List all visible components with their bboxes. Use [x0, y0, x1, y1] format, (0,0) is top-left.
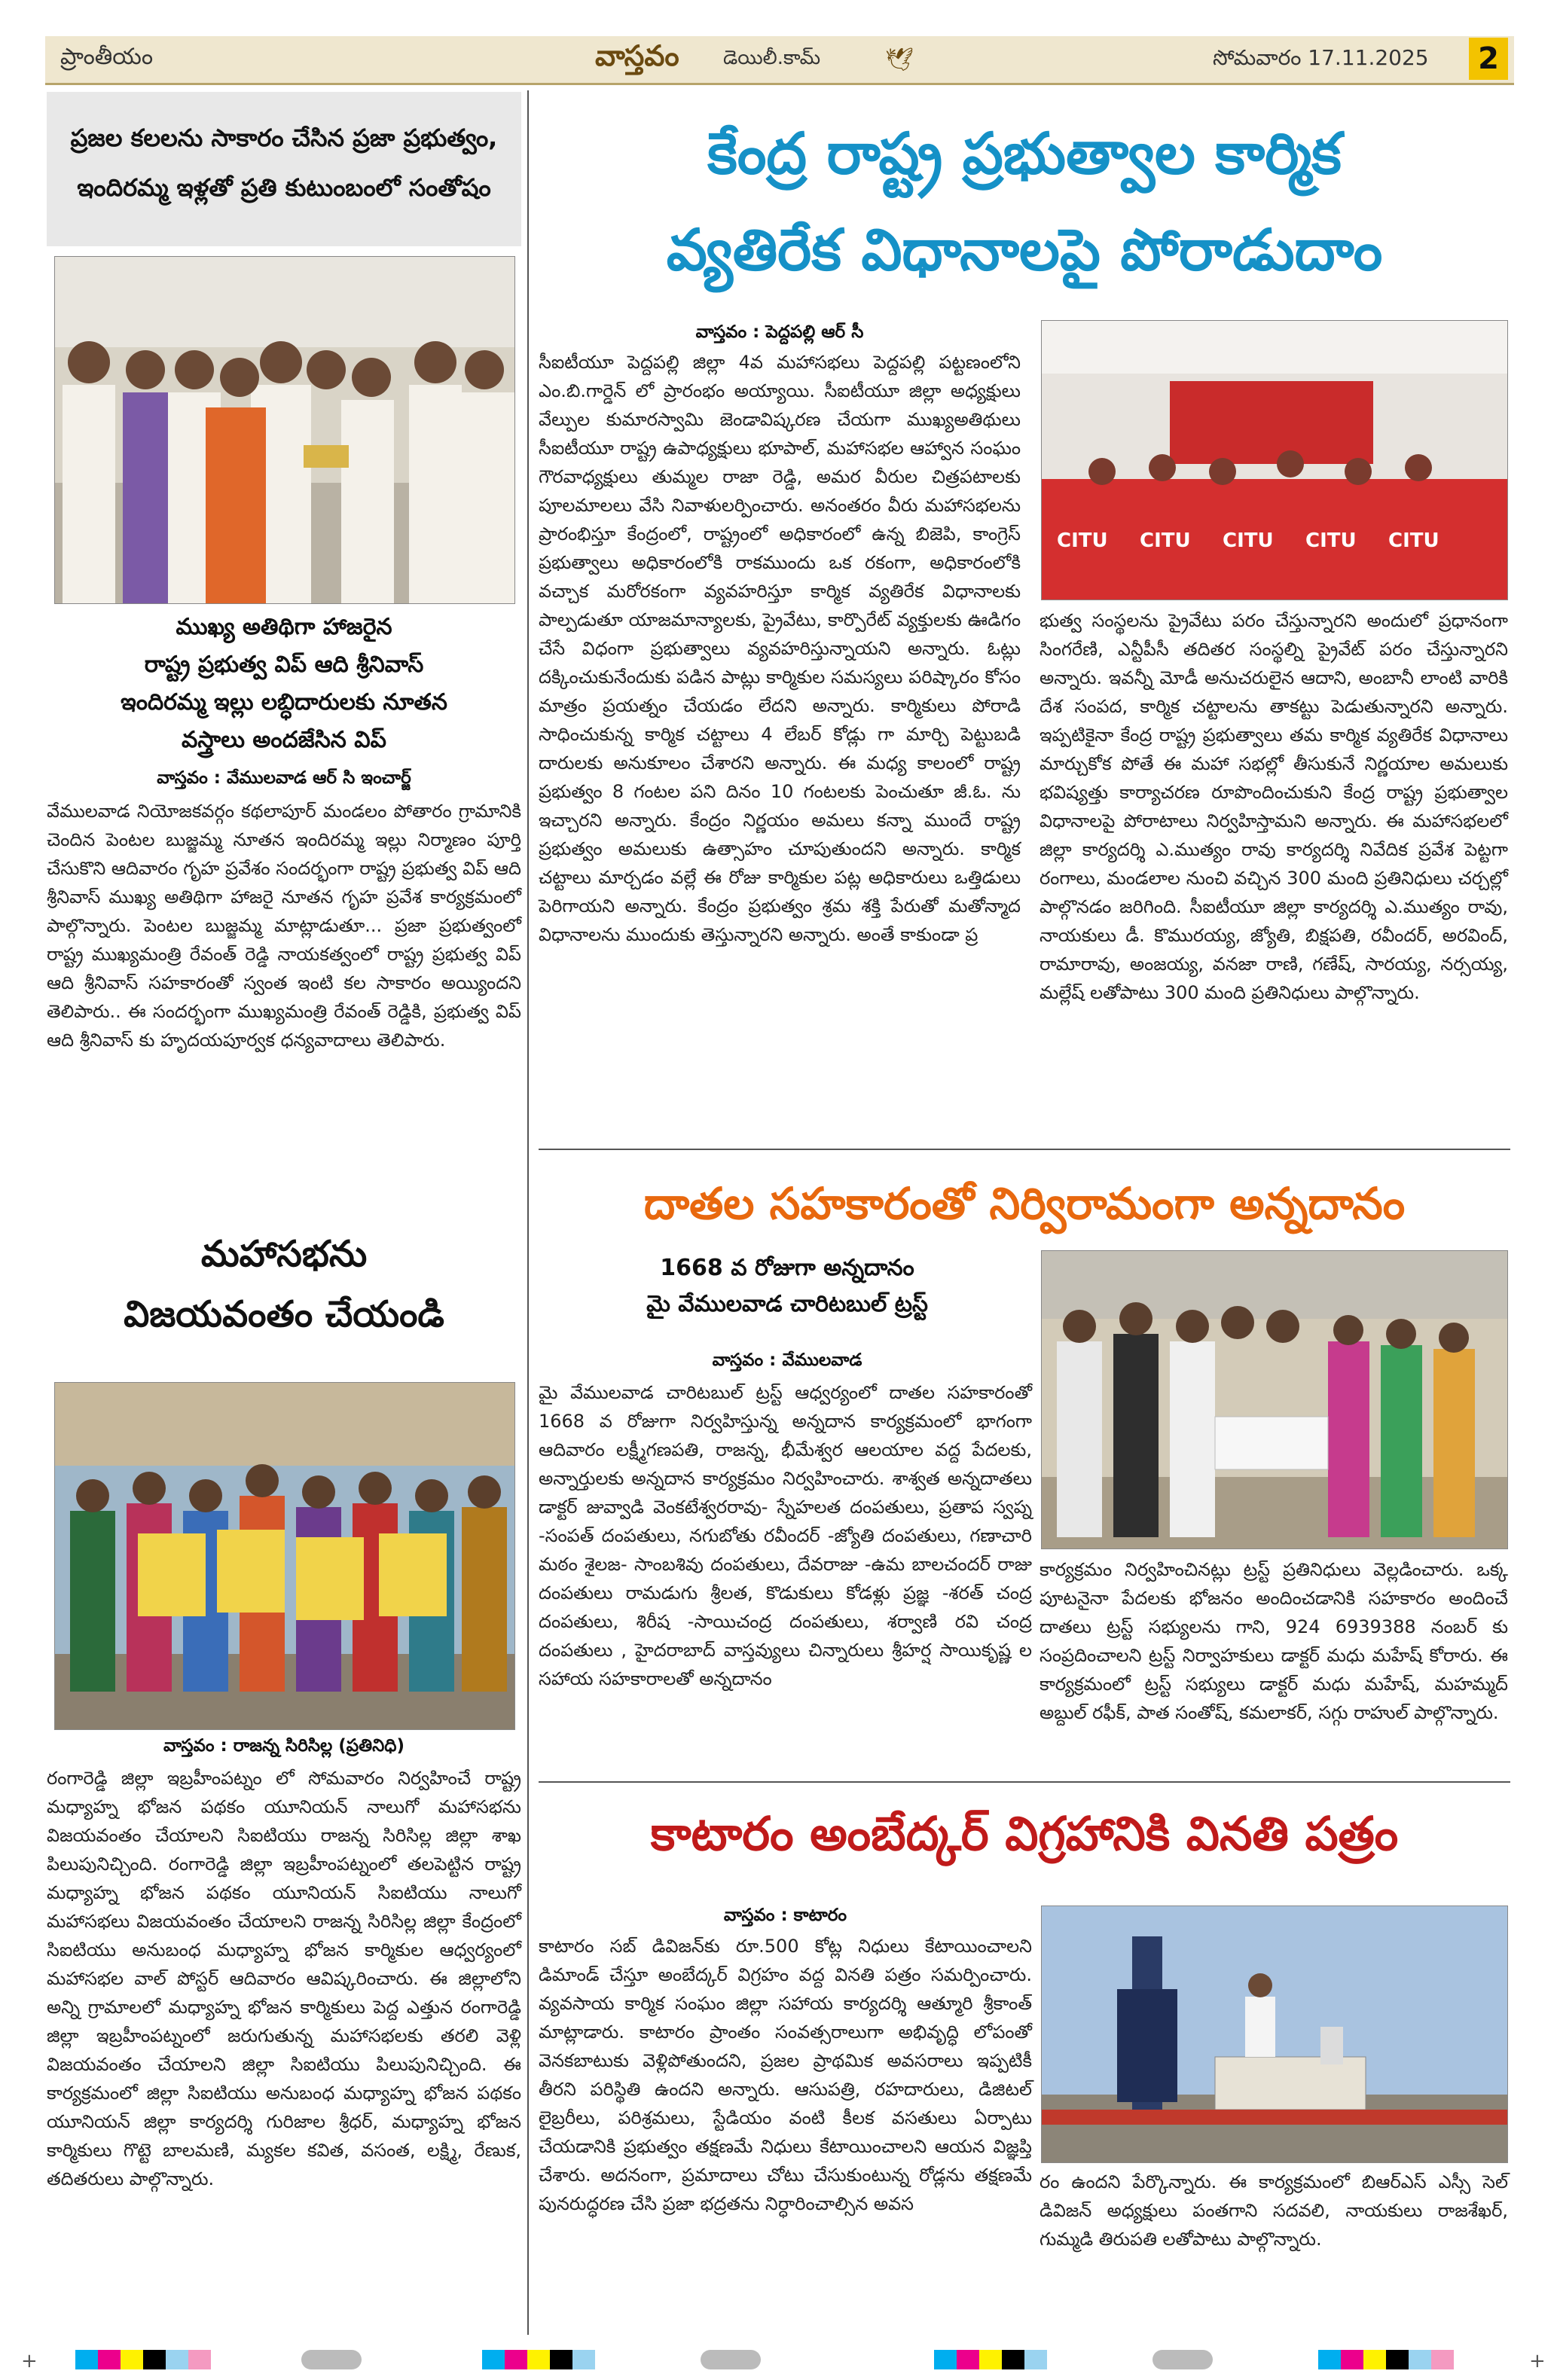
banner-label: CITU	[1223, 529, 1274, 552]
issue-date: సోమవారం 17.11.2025	[1213, 45, 1429, 70]
banner-label: CITU	[1305, 529, 1357, 552]
story-body-column-2: కార్యక్రమం నిర్వహించినట్లు ట్రస్ట్ ప్రతినిధులు వెల్లడించారు. ఒక్క పూటనైనా పేదలకు భోజనం అందించడానికి సహకారం అందించే దాతలు ట్రస్ట్ సభ్యులను గాని, 924 6939388 నంబర్ కు సంప్రదించాలని ట్రస్ట్ నిర్వాహకులు డాక్టర్ మధు మహేష్ కోరారు. ఈ కార్యక్రమంలో ట్రస్ట్ సభ్యులు డాక్టర్ మధు మహేష్, మహమ్మద్ అబ్దుల్ రఫీక్, పాత సంతోష్, కమలాకర్, సగ్గు రాహుల్ పాల్గొన్నారు.	[1040, 1559, 1508, 1723]
subhead-line: ఇందిరమ్మ ఇల్లు లబ్ధిదారులకు నూతన	[121, 689, 447, 716]
banner-label: CITU	[1057, 529, 1108, 552]
news-photo-ambedkar-statue	[1041, 1906, 1508, 2163]
news-photo-citu-meeting	[1041, 320, 1508, 600]
headline-line: ఇందిరమ్మ ఇళ్లతో ప్రతి కుటుంబంలో సంతోషం	[77, 173, 491, 202]
dateline: వాస్తవం : వేములవాడ	[712, 1350, 862, 1370]
story-headline: దాతల సహకారంతో నిర్విరామంగా అన్నదానం	[643, 1178, 1406, 1229]
bird-icon: 🕊	[885, 47, 914, 73]
subhead-line: 1668 వ రోజుగా అన్నదానం	[660, 1255, 914, 1281]
banner-label: CITU	[1388, 529, 1439, 552]
story-headline: కాటారం అంబేద్కర్ విగ్రహానికి వినతి పత్రం	[650, 1806, 1399, 1861]
housewarming-photo-icon	[55, 257, 514, 603]
subhead-line: రాష్ట్ర ప్రభుత్వ విప్ ఆది శ్రీనివాస్	[144, 651, 424, 678]
registration-mark-icon: +	[21, 2350, 38, 2372]
headline-line: విజయవంతం చేయండి	[124, 1293, 444, 1335]
logo-suffix: డెయిలీ.కామ్	[723, 47, 821, 69]
left-headline-box	[47, 92, 521, 246]
dateline: వాస్తవం : కాటారం	[723, 1906, 847, 1925]
banner-label: CITU	[1140, 529, 1191, 552]
ambedkar-statue-photo-icon	[1042, 1906, 1507, 2162]
story-headline	[47, 1224, 521, 1344]
dateline: వాస్తవం : వేములవాడ ఆర్ సి ఇంచార్జ్	[157, 768, 411, 788]
dateline: వాస్తవం : పెద్దపల్లి ఆర్ సీ	[695, 322, 864, 342]
poster-release-photo-icon	[55, 1383, 514, 1729]
story-body-column-1: సీఐటీయూ పెద్దపల్లి జిల్లా 4వ మహాసభలు పెద్దపల్లి పట్టణంలోని ఎం.బి.గార్డెన్ లో ప్రారంభం అయ్యాయి. సీఐటీయూ జిల్లా అధ్యక్షులు వేల్పుల కుమారస్వామి జెండావిష్కరణ చేయగా ముఖ్యఅతిథులు సీఐటీయూ రాష్ట్ర ఉపాధ్యక్షులు భూపాల్, మహాసభల ఆహ్వాన సంఘం గౌరవాధ్యక్షులు తుమ్మల రాజా రెడ్డి, అమర వీరుల చిత్రపటాలకు పూలమాలలు వేసి నివాళులర్పించారు. అనంతరం వీరు మహాసభలను ప్రారంభిస్తూ కేంద్రంలో, రాష్ట్రంలో అధికారంలో ఉన్న బిజెపి, కాంగ్రెస్ ప్రభుత్వాలు అధికారంలోకి రాకముందు ఒక రకంగా, అధికారంలోకి వచ్చాక మరోరకంగా వ్యవహరిస్తూ కార్మిక వ్యతిరేక విధానాలకు పాల్పడుతూ యాజమాన్యాలకు, ప్రైవేటు, కార్పొరేట్ వ్యక్తులకు ఊడిగం చేసే విధంగా ప్రభుత్వాలు వ్యవహరిస్తున్నాయని అన్నారు. ఓట్లు దక్కించుకునేందుకు పడిన పాట్లు కార్మికుల సమస్యలు పరిష్కారం కోసం మాత్రం ప్రయత్నం చేయడం లేదని అన్నారు. కార్మికులు పోరాడి సాధించుకున్న కార్మిక చట్టాలు 4 లేబర్ కోడ్లు గా మార్చి పెట్టుబడి దారులకు అనుకూలం చేశారని అన్నారు. ఈ మధ్య కాలంలో రాష్ట్ర ప్రభుత్వం 8 గంటల పని దినం 10 గంటలకు పెంచుతూ జీ.ఓ. ను ఇచ్చారని అన్నారు. కేంద్రం నిర్ణయం అమలు కన్నా ముందే రాష్ట్ర ప్రభుత్వం అమలుకు ఉత్సాహం చూపుతుందని అన్నారు. కార్మిక చట్టాలు మార్చడం వల్లే ఈ రోజు కార్మికుల పట్ల అధికారులు ఒత్తిడులు పెరిగాయని అన్నారు. కేంద్రం ప్రభుత్వం శ్రమ శక్తి పేరుతో మతోన్మాద విధానాలను ముందుకు తెస్తున్నారని అన్నారు. అంతే కాకుండా ప్ర	[539, 352, 1021, 945]
subhead-line: వస్త్రాలు అందజేసిన విప్	[182, 727, 386, 753]
section-label: ప్రాంతీయం	[60, 44, 154, 70]
headline-line: వ్యతిరేక విధానాలపై పోరాడుదాం	[666, 216, 1383, 283]
registration-mark-icon: +	[1529, 2350, 1546, 2372]
story-body: వేములవాడ నియోజకవర్గం కథలాపూర్ మండలం పోతారం గ్రామానికి చెందిన పెంటల బుజ్జమ్మ నూతన ఇందిరమ్మ ఇల్లు నిర్మాణం పూర్తి చేసుకొని ఆదివారం గృహ ప్రవేశం సందర్భంగా రాష్ట్ర ప్రభుత్వ విప్ ఆది శ్రీనివాస్ ముఖ్య అతిథిగా హాజరై నూతన గృహ ప్రవేశ కార్యక్రమంలో పాల్గొన్నారు. పెంటల బుజ్జమ్మ మాట్లాడుతూ... ప్రజా ప్రభుత్వంలో రాష్ట్ర ముఖ్యమంత్రి రేవంత్ రెడ్డి నాయకత్వంలో రాష్ట్ర ప్రభుత్వ విప్ ఆది శ్రీనివాస్ సహకారంతో స్వంత ఇంటి కల సాకారం అయ్యిందని తెలిపారు.. ఈ సందర్భంగా ముఖ్యమంత్రి రేవంత్ రెడ్డికి, ప్రభుత్వ విప్ ఆది శ్రీనివాస్ కు హృదయపూర్వక ధన్యవాదాలు తెలిపారు.	[47, 801, 521, 1051]
page-number: 2	[1469, 38, 1508, 80]
story-body: రంగారెడ్డి జిల్లా ఇబ్రహీంపట్నం లో సోమవారం నిర్వహించే రాష్ట్ర మధ్యాహ్న భోజన పథకం యూనియన్ నాలుగో మహాసభను విజయవంతం చేయాలని సిఐటియు రాజన్న సిరిసిల్ల జిల్లా శాఖ పిలుపునిచ్చింది. రంగారెడ్డి జిల్లా ఇబ్రహీంపట్నంలో తలపెట్టిన రాష్ట్ర మధ్యాహ్న భోజన పథకం యూనియన్ సిఐటియు నాలుగో మహాసభలు విజయవంతం చేయాలని రాజన్న సిరిసిల్ల జిల్లా కేంద్రంలో సిఐటియు అనుబంధ మధ్యాహ్న భోజన కార్మికుల ఆధ్వర్యంలో మహాసభల వాల్ పోస్టర్ ఆదివారం ఆవిష్కరించారు. ఈ జిల్లాలోని అన్ని గ్రామాలలో మధ్యాహ్న భోజన కార్మికులు పెద్ద ఎత్తున రంగారెడ్డి జిల్లా ఇబ్రహీంపట్నంలో జరుగుతున్న మహాసభలకు తరలి వెళ్లి విజయవంతం చేయాలని జిల్లా సిఐటియు పిలుపునిచ్చింది. ఈ కార్యక్రమంలో జిల్లా సిఐటియు అనుబంధ మధ్యాహ్న భోజన పథకం యూనియన్ జిల్లా కార్యదర్శి గురిజాల శ్రీధర్, మధ్యాహ్న భోజన కార్మికులు గొట్టె బాలమణి, మ్యకల కవిత, వసంత, లక్ష్మి, రేణుక, తదితరులు పాల్గొన్నారు.	[47, 1768, 521, 2189]
headline-line: మహాసభను	[200, 1233, 368, 1275]
subhead-line: మై వేములవాడ చారిటబుల్ ట్రస్ట్	[646, 1291, 928, 1317]
subhead-line: ముఖ్య అతిథిగా హాజరైన	[176, 614, 392, 640]
citu-meeting-photo-icon	[1042, 321, 1507, 600]
story-body-column-1: కాటారం సబ్ డివిజన్‌కు రూ.500 కోట్ల నిధులు కేటాయించాలని డిమాండ్ చేస్తూ అంబేద్కర్ విగ్రహం వద్ద వినతి పత్రం సమర్పించారు. వ్యవసాయ కార్మిక సంఘం జిల్లా సహాయ కార్యదర్శి ఆత్మూరి శ్రీకాంత్ మాట్లాడారు. కాటారం ప్రాంతం సంవత్సరాలుగా అభివృద్ధి లోపంతో వెనకబాటుకు వెళ్లిపోతుందని, ప్రజల ప్రాథమిక అవసరాలు ఇప్పటికీ తీరని పరిస్థితి ఉందని అన్నారు. ఆసుపత్రి, రహదారులు, డిజిటల్ లైబ్రరీలు, పరిశ్రమలు, స్టేడియం వంటి కీలక వసతులు ఏర్పాటు చేయడానికి ప్రభుత్వం తక్షణమే నిధులు కేటాయించాలని ఆయన విజ్ఞప్తి చేశారు. అదనంగా, ప్రమాదాలు చోటు చేసుకుంటున్న రోడ్లను తక్షణమే పునరుద్ధరణ చేసి ప్రజా భద్రతను నిర్ధారించాల్సిన అవస	[539, 1936, 1032, 2214]
page-header	[45, 36, 1514, 85]
news-photo-food-distribution	[1041, 1250, 1508, 1549]
news-photo-poster-release	[54, 1382, 515, 1730]
headline-line: ప్రజల కలలను సాకారం చేసిన ప్రజా ప్రభుత్వం,	[70, 124, 498, 152]
dateline: వాస్తవం : రాజన్న సిరిసిల్ల (ప్రతినిధి)	[163, 1736, 405, 1756]
section-divider	[539, 1149, 1510, 1150]
column-divider	[527, 90, 529, 2335]
headline-line: కేంద్ర రాష్ట్ర ప్రభుత్వాల కార్మిక	[707, 120, 1342, 187]
main-headline	[539, 105, 1510, 298]
news-photo-housewarming	[54, 256, 515, 604]
story-subheadline	[54, 609, 514, 759]
section-divider	[539, 1781, 1510, 1783]
story-body-column-2: రం ఉందని పేర్కొన్నారు. ఈ కార్యక్రమంలో బిఆర్ఎస్ ఎస్సీ సెల్ డివిజన్ అధ్యక్షులు పంతగాని సదవలి, నాయకులు రాజశేఖర్, గుమ్మడి తిరుపతి లతోపాటు పాల్గొన్నారు.	[1040, 2171, 1508, 2250]
newspaper-logo: వాస్తవం	[595, 39, 679, 72]
story-body-column-1: మై వేములవాడ చారిటబుల్ ట్రస్ట్ ఆధ్వర్యంలో దాతల సహకారంతో 1668 వ రోజుగా నిర్వహిస్తున్న అన్నదాన కార్యక్రమంలో భాగంగా ఆదివారం లక్ష్మీగణపతి, రాజన్న, భీమేశ్వర ఆలయాల వద్ద పేదలకు, అన్నార్తులకు అన్నదాన కార్యక్రమం నిర్వహించారు. శాశ్వత అన్నదాతలు డాక్టర్ జువ్వాడి వెంకటేశ్వరరావు- స్నేహలత దంపతులు, ప్రతాప స్వప్న -సంపత్ దంపతులు, నగుబోతు రవీందర్ -జ్యోతి దంపతులు, గణాచారి మఠం శైలజ- సాంబశివు దంపతులు, దేవరాజు -ఉమ బాలచందర్ రాజు దంపతులు రామడుగు శ్రీలత, కొడుకులు కోడళ్లు ప్రజ్ఞ -శరత్ చంద్ర దంపతులు, శిరీష -సాయిచంద్ర దంపతులు, శర్వాణి రవి చంద్ర దంపతులు , హైదరాబాద్ వాస్తవ్యులు చిన్నారులు శ్రీహర్ష సాయికృష్ణ ల సహాయ సహకారాలతో అన్నదానం	[539, 1382, 1032, 1689]
story-body-column-2: భుత్వ సంస్థలను ప్రైవేటు పరం చేస్తున్నారని అందులో ప్రధానంగా సింగరేణి, ఎన్టీపీసీ తదితర సంస్థల్ని ప్రైవేట్ పరం చేస్తున్నారని అన్నారు. ఇవన్నీ మోడీ అనుచరులైన ఆదాని, అంబానీ లాంటి వారికి దేశ సంపద, కార్మిక చట్టాలను తాకట్టు పెడుతున్నారని అన్నారు. ఇప్పటికైనా కేంద్ర రాష్ట్ర ప్రభుత్వాలు తమ కార్మిక వ్యతిరేక విధానాలు మార్చుకోక పోతే ఈ మహా సభల్లో తీసుకునే నిర్ణయాల అమలుకు భవిష్యత్తు కార్యాచరణ రూపొందించుకుని కేంద్ర రాష్ట్ర ప్రభుత్వాల విధానాలపై పోరాటాలు నిర్వహిస్తామని అన్నారు. ఈ మహాసభలలో జిల్లా కార్యదర్శి ఎ.ముత్యం రావు కార్యదర్శి నివేదిక ప్రవేశ పెట్టగా రంగాలు, మండలాల నుంచి వచ్చిన 300 మంది ప్రతినిధులు చర్చల్లో పాల్గొనడం జరిగింది. సీఐటీయూ జిల్లా కార్యదర్శి ఎ.ముత్యం రావు, నాయకులు డీ. కొమురయ్య, జ్యోతి, బిక్షపతి, రవీందర్, అరవింద్, రామారావు, అంజయ్య, వనజా రాణి, గణేష్, సారయ్య, నర్సయ్య, మల్లేష్ లతోపాటు 300 మంది ప్రతినిధులు పాల్గొన్నారు.	[1040, 610, 1508, 1003]
food-distribution-photo-icon	[1042, 1251, 1507, 1549]
story-subheadline	[539, 1250, 1036, 1323]
